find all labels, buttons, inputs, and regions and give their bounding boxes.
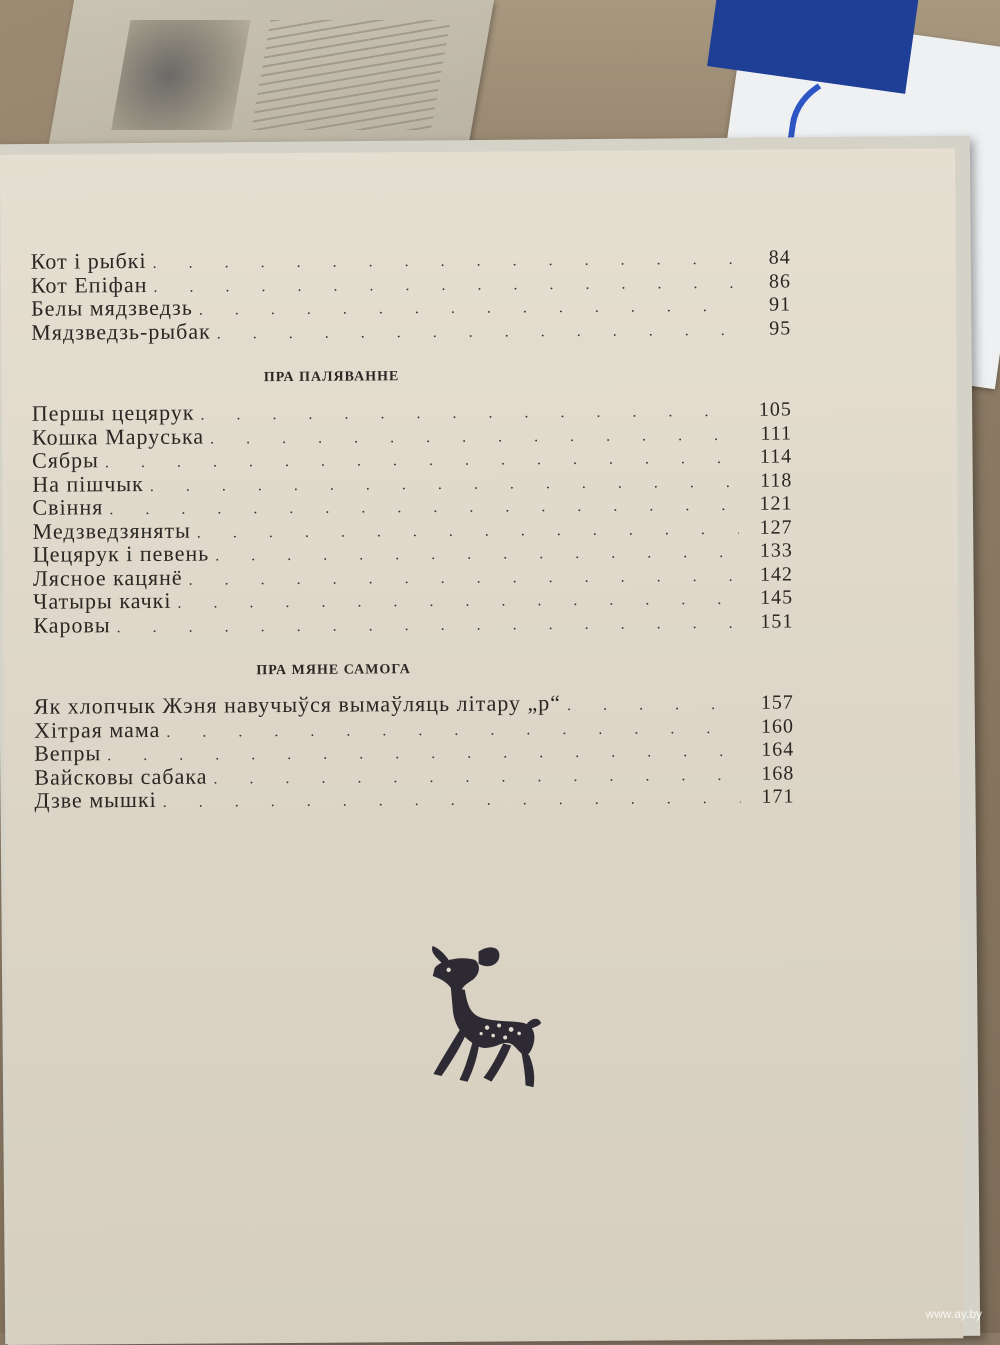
dot-leader	[163, 787, 741, 815]
toc-title: Каровы	[33, 611, 111, 638]
dot-leader	[217, 318, 738, 345]
newspaper-photo	[111, 20, 250, 130]
toc-title: Чатыры качкі	[33, 587, 172, 614]
toc-page: 142	[759, 562, 794, 586]
toc-page: 84	[768, 246, 791, 269]
toc-page: 157	[760, 691, 794, 714]
toc-page: 171	[761, 785, 795, 808]
dot-leader	[117, 611, 740, 639]
toc-title: Вепры	[34, 740, 102, 766]
toc-title: Кошка Маруська	[31, 423, 205, 450]
toc-page: 95	[769, 316, 792, 340]
dot-leader	[567, 693, 740, 718]
toc-page: 164	[761, 738, 795, 761]
section-heading-hunting: ПРА ПАЛЯВАННЕ	[263, 369, 400, 386]
newspaper-text	[251, 20, 450, 130]
toc-title: Лясное кацянё	[32, 564, 183, 591]
toc-row	[32, 396, 792, 425]
toc-page: 151	[760, 609, 794, 633]
toc-title: Кот і рыбкі	[30, 247, 147, 274]
toc-title: Хітрая мама	[33, 716, 161, 743]
toc-row	[34, 689, 794, 718]
toc-title: Вайсковы сабака	[34, 763, 208, 790]
toc-title: Цецярук і певень	[32, 540, 210, 567]
toc-title: Дзве мышкі	[34, 786, 157, 813]
section-heading-about-me: ПРА МЯНЕ САМОГА	[256, 662, 411, 679]
toc-row	[34, 713, 794, 742]
toc-page: 133	[759, 539, 793, 562]
toc-title: Сябры	[32, 447, 99, 473]
toc-page: 160	[760, 714, 795, 738]
toc-title: Свіння	[32, 494, 104, 520]
toc-page: 105	[758, 398, 792, 421]
toc-row	[31, 244, 791, 273]
toc-page: 127	[759, 515, 793, 539]
toc-title: Першы цецярук	[31, 399, 195, 426]
toc-page: 111	[760, 421, 793, 445]
toc-page: 121	[759, 492, 793, 515]
toc-page: 168	[761, 761, 795, 785]
toc-group-2	[32, 396, 794, 636]
toc-title: Белы мядзведзь	[30, 294, 193, 321]
toc-group-1	[31, 244, 792, 343]
table-of-contents	[31, 244, 795, 812]
toc-title: Як хлопчык Жэня навучыўся вымаўляць літару „р“	[33, 690, 562, 719]
book-page	[0, 148, 963, 1345]
toc-group-3	[34, 689, 795, 812]
newspaper-background	[46, 0, 494, 160]
toc-page: 91	[768, 293, 792, 316]
toc-title: Медзведзяняты	[32, 517, 191, 544]
toc-title: Кот Епіфан	[30, 271, 148, 298]
toc-page: 114	[759, 445, 793, 468]
toc-page: 145	[760, 586, 794, 609]
toc-page: 118	[759, 468, 793, 492]
watermark: www.ay.by	[925, 1307, 982, 1321]
toc-page: 86	[768, 269, 791, 293]
toc-title: На пішчык	[32, 470, 144, 497]
toc-title: Мядзведзь-рыбак	[31, 318, 211, 345]
fawn-icon	[421, 941, 552, 1092]
